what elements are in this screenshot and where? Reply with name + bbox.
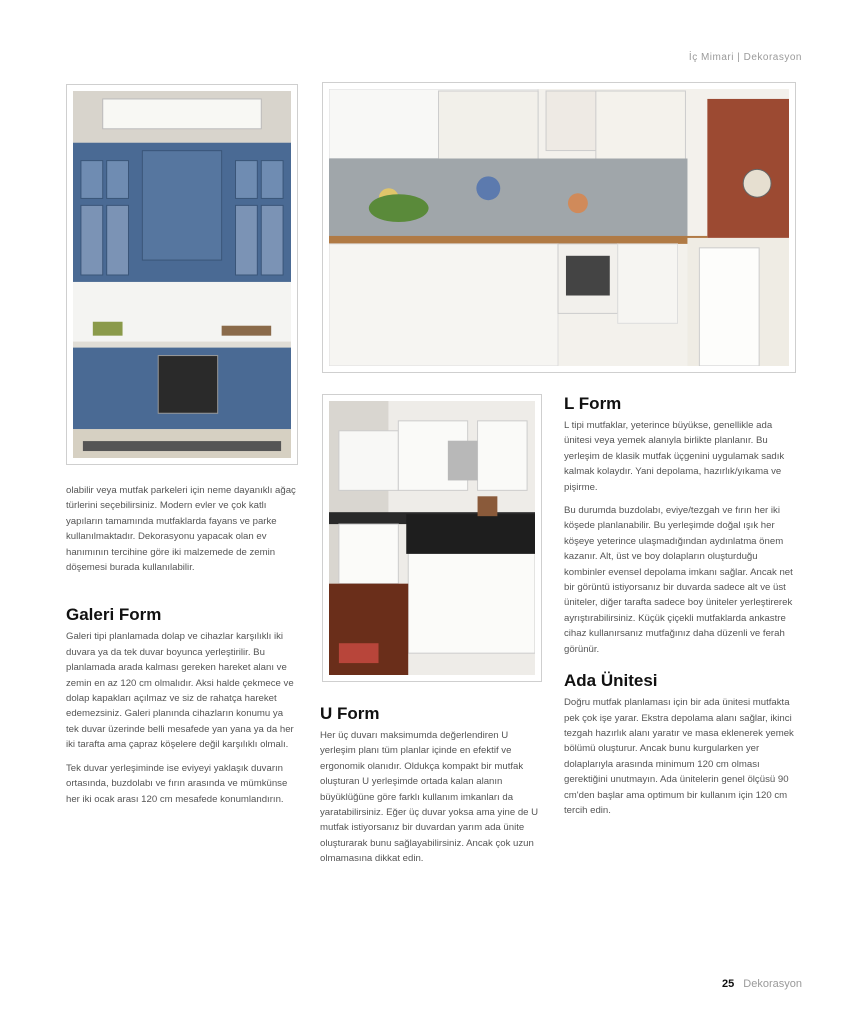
galeri-paragraph-2: Tek duvar yerleşiminde ise eviyeyi yaklaşık duvarın ortasında, buzdolabı ve fırın arasında ve mümkünse her iki ocak arası 120 cm mesafede konumlandırın. xyxy=(66,762,288,805)
running-header: İç Mimari | Dekorasyon xyxy=(688,52,802,63)
column-right xyxy=(564,394,798,826)
tiled-kitchen-illustration xyxy=(329,89,789,366)
blue-kitchen-illustration xyxy=(73,91,291,458)
galeri-paragraph-1: Galeri tipi planlamada dolap ve cihazlar karşılıklı iki duvara ya da tek duvar boyunca yerleştirilir. Bu planlamada arada kalması gereken hareket alanı ve zemin en az 120 cm olmalıdır. Aksi halde çekmece ve dolap kapakları açılmaz ve siz de rahatça hareket edemezsiniz. Galeri planında cihazların konumu ya tek duvar üzerinde belli mesafede yan yana ya da her iki tarafta ama çapraz köşelere değil karşılıklı olmalı. xyxy=(66,631,294,751)
page-footer xyxy=(722,978,802,990)
heading-ada-unitesi: Ada Ünitesi xyxy=(564,671,658,691)
column-middle xyxy=(320,704,542,875)
photo-white-kitchen-tiles xyxy=(322,82,796,373)
photo-blue-kitchen xyxy=(66,84,298,465)
column-left xyxy=(66,483,298,815)
heading-u-form: U Form xyxy=(320,704,380,723)
magazine-name: Dekorasyon xyxy=(743,978,802,990)
heading-l-form: L Form xyxy=(564,394,622,413)
page-number: 25 xyxy=(721,978,735,990)
heading-galeri-form: Galeri Form xyxy=(66,605,162,625)
l-form-paragraph-1: L tipi mutfaklar, yeterince büyükse, genellikle ada ünitesi veya yemek alanıyla birlikte planlanır. Bu yerleşim de klasik mutfak üçgenini uygulamak sadık kalmak kolaydır. Yani depolama, hazırlık/yıkama ve pişirme. xyxy=(564,420,785,493)
u-kitchen-illustration xyxy=(329,401,535,675)
ada-paragraph: Doğru mutfak planlaması için bir ada ünitesi mutfakta pek çok işe yarar. Ekstra depolama alanı sağlar, ikinci tezgah hazırlık alanı yaratır ve masa eklenerek yemek bölümü oluşturur. Ancak bunu kurgularken yer dolaplarıyla arasında minimum 120 cm olması gerektiğini unutmayın. Ada ünitelerin genel ölçüsü 90 cm'den başlar ama optimum bir kullanım için 120 cm tercih edin. xyxy=(564,697,794,816)
intro-paragraph: olabilir veya mutfak parkeleri için neme dayanıklı ağaç türlerini seçebilirsiniz. Modern evler ve çok katlı yapıların tamamında mutfaklarda fayans ve parke kullanılmaktadır. Dekorasyonu yapacak olan ev hanımının tercihine göre iki malzemede de zemin döşemesi burada kullanılabilir. xyxy=(66,485,296,574)
photo-white-u-kitchen xyxy=(322,394,542,682)
l-form-paragraph-2: Bu durumda buzdolabı, eviye/tezgah ve fırın her iki köşede planlanabilir. Bu yerleşimde doğal ışık her köşeye yeterince ulaşmadığından aydınlatma önem kazanır. Alt, üst ve boy dolapların oluşturduğu kombinler evensel depolama imkanı sağlar. Ancak net bir görüntü istiyorsanız bir duvarda sadece alt ve üst üniteler, diğer tarafta sadece boy üniteler yerleştirerek ayrıştırabilirsiniz. Küçük çiçekli mutfaklarda ankastre cihaz kullanırsanız mutfağınız daha düzenli ve ferah görünür. xyxy=(564,505,793,655)
u-form-paragraph: Her üç duvarı maksimumda değerlendiren U yerleşim planı tüm planlar içinde en efektif ve ergonomik olanıdır. Oldukça kompakt bir mutfak oluşturan U yerleşimde ortada kalan alanın büyüklüğüne göre farklı kullanım imkanları da yaratabilirsiniz. Eğer üç duvar yoksa ama yine de U mutfak istiyorsanız bir duvardan yarım ada ünite oluşturarak bunu sağlayabilirsiniz. Ancak çok uzun olmamasına dikkat edin. xyxy=(320,730,539,865)
